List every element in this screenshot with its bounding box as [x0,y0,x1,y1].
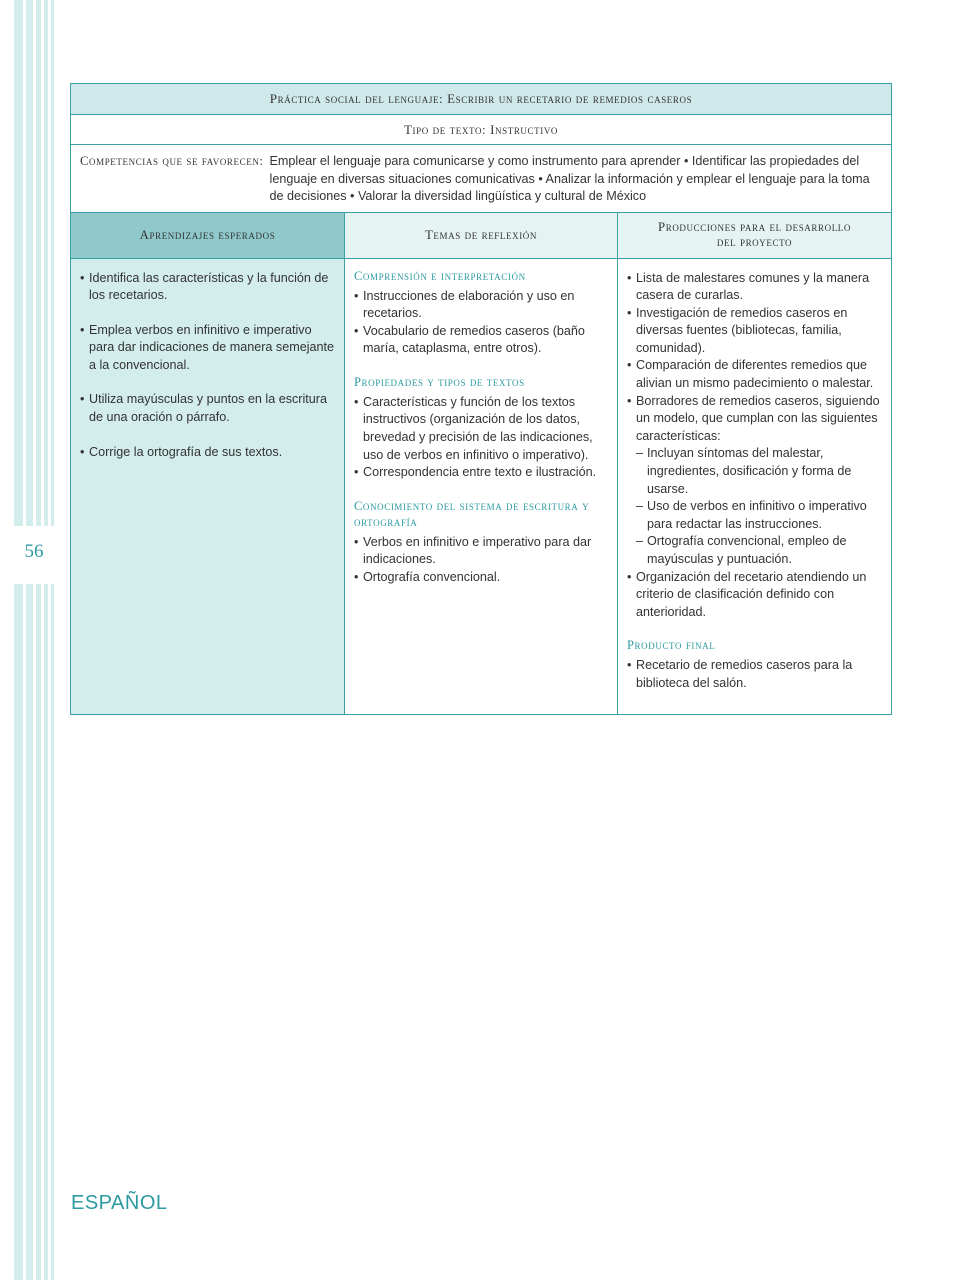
curriculum-table [70,83,892,715]
list-item: • Utiliza mayúsculas y puntos en la escritura de una oración o párrafo. [80,391,336,426]
header-producciones-line1: Producciones para el desarrollo [658,220,851,234]
list-item: • Vocabulario de remedios caseros (baño maría, cataplasma, entre otros). [354,323,609,358]
list-item: • Ortografía convencional. [354,569,609,587]
header-aprendizajes: Aprendizajes esperados [71,212,345,258]
temas-section [354,268,609,358]
decorative-stripe [51,0,54,1280]
decorative-stripe [36,0,41,1280]
producciones-column [618,258,892,714]
section-title: Comprensión e interpretación [354,268,526,283]
header-temas: Temas de reflexión [345,212,618,258]
list-item: • Organización del recetario atendiendo un criterio de clasificación definido con anterioridad. [627,569,883,622]
section-title: Propiedades y tipos de textos [354,374,525,389]
list-item: • Lista de malestares comunes y la manera casera de curarlas. [627,270,883,305]
aprendizajes-column [71,258,345,714]
producto-final-title: Producto final [627,638,716,653]
subject-label: ESPAÑOL [71,1192,168,1214]
page-number: 56 [24,541,44,562]
table-title: Práctica social del lenguaje: Escribir un recetario de remedios caseros [71,84,892,115]
list-item: • Correspondencia entre texto e ilustración. [354,464,609,482]
header-producciones-line2: del proyecto [716,235,793,249]
sub-list-item: – Incluyan síntomas del malestar, ingredientes, dosificación y forma de usarse. [636,445,883,498]
list-item: • Identifica las características y la función de los recetarios. [80,270,336,305]
competencias-row [71,145,892,213]
list-item: • Corrige la ortografía de sus textos. [80,444,336,462]
temas-column [345,258,618,714]
list-item: • Instrucciones de elaboración y uso en recetarios. [354,288,609,323]
list-item: • Emplea verbos en infinitivo e imperativo para dar indicaciones de manera semejante a la convencional. [80,322,336,375]
list-item: • Características y función de los textos instructivos (organización de los datos, brevedad y precisión de las indicaciones, uso de verbos en infinitivo o imperativo). [354,394,609,464]
list-item: • Investigación de remedios caseros en diversas fuentes (bibliotecas, familia, comunidad). [627,305,883,358]
sub-list-item: – Uso de verbos en infinitivo o imperativo para redactar las instrucciones. [636,498,883,533]
text-type: Tipo de texto: Instructivo [71,115,892,145]
competencias-label: Competencias que se favorecen: [80,154,264,168]
sub-list-item: – Ortografía convencional, empleo de mayúsculas y puntuación. [636,533,883,568]
list-item [627,393,883,569]
list-item: • Comparación de diferentes remedios que alivian un mismo padecimiento o malestar. [627,357,883,392]
decorative-stripe [14,0,23,1280]
decorative-stripe [44,0,48,1280]
section-title: Conocimiento del sistema de escritura y ortografía [354,498,590,529]
header-producciones [618,212,892,258]
competencias-text: Emplear el lenguaje para comunicarse y como instrumento para aprender • Identificar las propiedades del lenguaje en diversas situaciones comunicativas • Analizar la información y emplear el lenguaje para la toma de decisiones • Valorar la diversidad lingüística y cultural de México [269,154,870,203]
temas-section [354,498,609,587]
list-item-text: Borradores de remedios caseros, siguiendo un modelo, que cumplan con las siguientes características: [636,393,880,443]
list-item: • Verbos en infinitivo e imperativo para dar indicaciones. [354,534,609,569]
temas-section [354,374,609,482]
decorative-stripe [26,0,33,1280]
list-item: • Recetario de remedios caseros para la biblioteca del salón. [627,657,883,692]
